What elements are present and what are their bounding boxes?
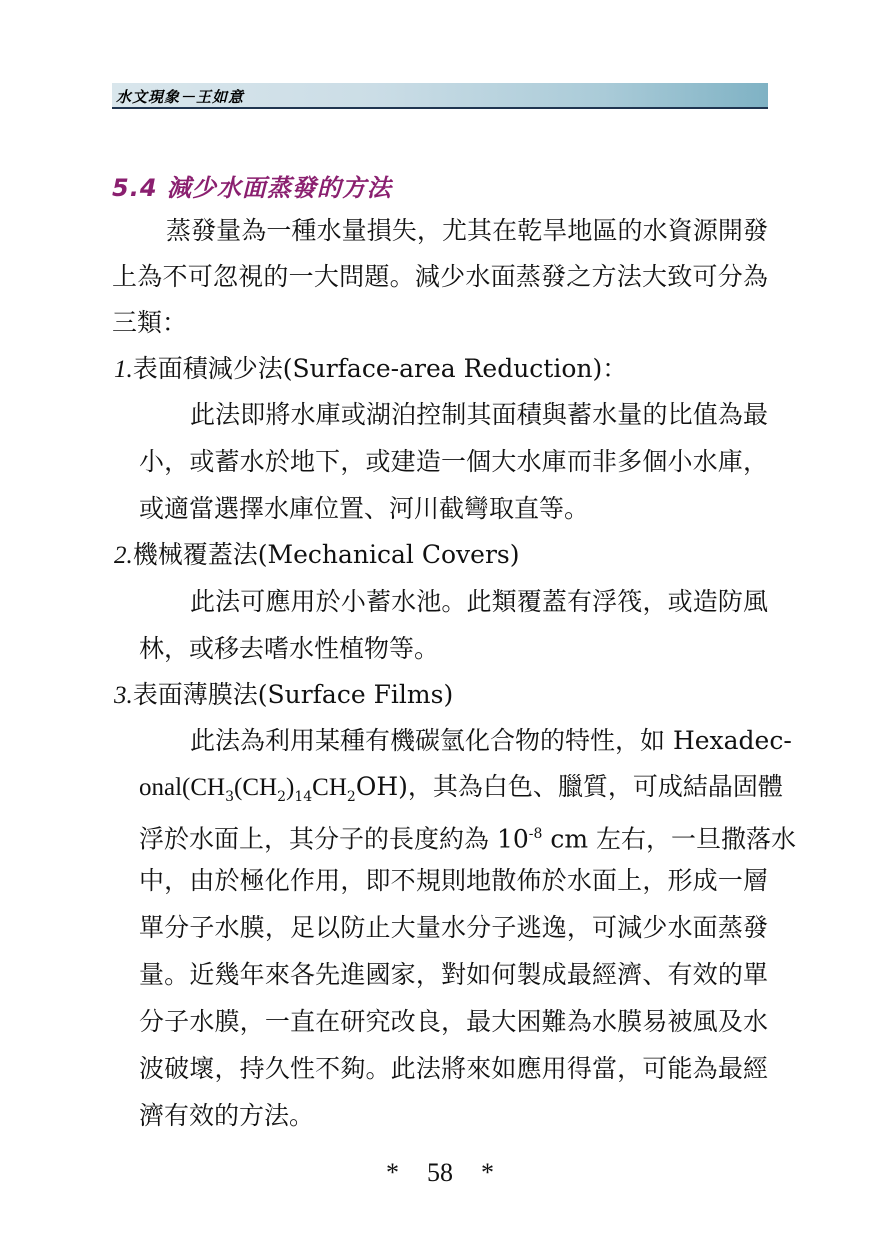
item-3-line-4: 中，由於極化作用，即不規則地散佈於水面上，形成一層 (139, 866, 768, 895)
running-header-bar (112, 83, 768, 109)
subscript: 2 (277, 789, 287, 805)
item-3-line-8: 波破壞，持久性不夠。此法將來如應用得當，可能為最經 (139, 1054, 768, 1083)
intro-line-3: 三類： (112, 308, 188, 337)
item-1-title: 表面積減少法(Surface-area Reduction)： (132, 354, 628, 383)
item-1-number: 1. (114, 356, 133, 383)
formula-part: ) (286, 774, 295, 801)
item-3-line-1: 此法為利用某種有機碳氫化合物的特性，如 Hexadec- (190, 726, 792, 755)
page-number: 58 (427, 1158, 453, 1187)
item-3-line-5: 單分子水膜，足以防止大量水分子逃逸，可減少水面蒸發 (139, 913, 768, 942)
item-3-heading (114, 678, 453, 713)
footer-star-left: * (386, 1158, 399, 1187)
item-3-line-3 (139, 817, 797, 856)
item-1-line-1: 此法即將水庫或湖泊控制其面積與蓄水量的比值為最 (190, 400, 768, 429)
formula-part: OH)，其為白色、臘質，可成結晶固體 (355, 772, 783, 801)
item-2-title: 機械覆蓋法(Mechanical Covers) (132, 540, 520, 569)
item-3-line-9: 濟有效的方法。 (139, 1101, 315, 1130)
formula-part: CH (312, 774, 347, 801)
item-1-heading (114, 352, 627, 387)
item-2-line-1: 此法可應用於小蓄水池。此類覆蓋有浮筏，或造防風 (190, 587, 768, 616)
item-2-line-2: 林，或移去嗜水性植物等。 (139, 634, 440, 663)
running-header-title: 水文現象－王如意 (116, 88, 245, 106)
item-2-number: 2. (114, 542, 133, 569)
section-heading: 5.4 減少水面蒸發的方法 (112, 174, 392, 202)
intro-line-1: 蒸發量為一種水量損失，尤其在乾旱地區的水資源開發 (166, 216, 768, 245)
item-1-line-2: 小，或蓄水於地下，或建造一個大水庫而非多個小水庫， (139, 447, 768, 476)
text-part: cm 左右，一旦撒落水 (542, 824, 797, 854)
item-3-line-2 (139, 770, 783, 814)
item-3-title: 表面薄膜法(Surface Films) (132, 680, 454, 709)
item-3-line-7: 分子水膜，一直在研究改良，最大困難為水膜易被風及水 (139, 1007, 768, 1036)
subscript: 2 (346, 789, 356, 805)
intro-line-2: 上為不可忽視的一大問題。減少水面蒸發之方法大致可分為 (112, 262, 768, 291)
item-2-heading (114, 538, 519, 573)
formula-part: onal(CH (139, 774, 226, 801)
item-1-line-3: 或適當選擇水庫位置、河川截彎取直等。 (139, 494, 590, 523)
footer-star-right: * (481, 1158, 494, 1187)
page-footer (0, 1158, 880, 1188)
text-part: 浮於水面上，其分子的長度約為 10 (139, 824, 529, 854)
subscript: 3 (225, 789, 235, 805)
superscript: -8 (528, 826, 543, 842)
item-3-number: 3. (114, 682, 133, 709)
subscript: 14 (294, 789, 313, 805)
item-3-line-6: 量。近幾年來各先進國家，對如何製成最經濟、有效的單 (139, 960, 768, 989)
formula-part: (CH (234, 774, 278, 801)
